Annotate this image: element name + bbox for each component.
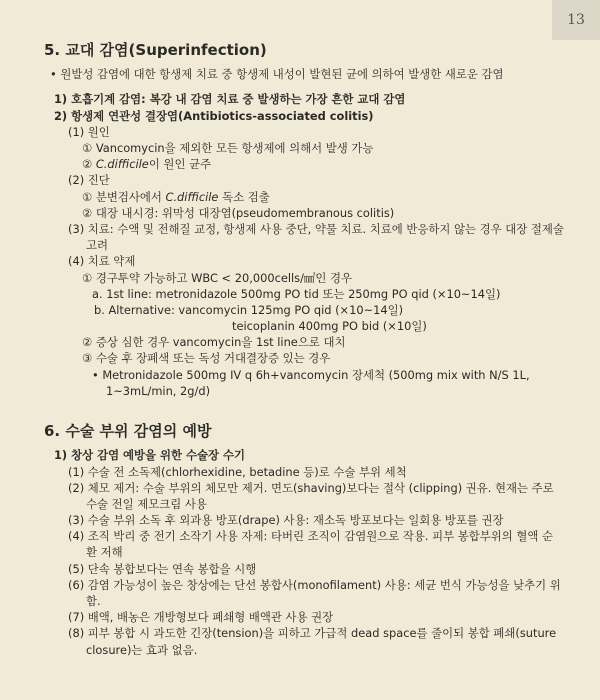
drug-3a: • Metronidazole 500mg IV q 6h+vancomycin 장세척 (500mg mix with N/S 1L, 1~3mL/min, 2g/d) xyxy=(92,367,530,398)
cause-1: ① Vancomycin을 제외한 모든 항생제에 의해서 발생 가능 xyxy=(82,141,374,156)
drug-1b: b. Alternative: vancomycin 125mg PO qid (×10~14일) xyxy=(94,302,404,317)
cause-2-prefix: ② xyxy=(82,157,96,172)
page-number: 13 xyxy=(552,0,600,40)
cause-2-suffix: 이 원인 균주 xyxy=(148,157,212,172)
prevention-p8: (8) 피부 봉합 시 과도한 긴장(tension)을 피하고 가급적 dead space를 줄이되 봉합 폐쇄(suture closure)는 효과 없음. xyxy=(68,626,557,657)
section-6-title: 6. 수술 부위 감염의 예방 xyxy=(44,422,212,441)
prevention-p2: (2) 체모 제거: 수술 부위의 체모만 제거. 면도(shaving)보다는 절삭 (clipping) 권유. 현재는 주로 수술 전일 제모크림 사용 xyxy=(68,480,554,511)
drug-heading: (4) 치료 약제 xyxy=(68,254,136,269)
diagnosis-1-organism: C.difficile xyxy=(165,189,219,204)
drug-3: ③ 수술 후 장폐색 또는 독성 거대결장증 있는 경우 xyxy=(82,351,331,366)
drug-1a: a. 1st line: metronidazole 500mg PO tid 또는 250mg PO qid (×10~14일) xyxy=(92,286,501,301)
superinfection-item-2: 2) 항생제 연관성 결장염(Antibiotics-associated colitis) xyxy=(54,108,374,123)
prevention-p6: (6) 감염 가능성이 높은 창상에는 단선 봉합사(monofilament) 사용: 세균 번식 가능성을 낮추기 위함. xyxy=(68,577,561,609)
cause-heading: (1) 원인 xyxy=(68,124,110,139)
prevention-p7: (7) 배액, 배농은 개방형보다 폐쇄형 배액관 사용 권장 xyxy=(68,610,334,625)
superinfection-item-1: 1) 호흡기계 감염: 복강 내 감염 치료 중 발생하는 가장 흔한 교대 감염 xyxy=(54,92,406,107)
drug-1b-alt: teicoplanin 400mg PO bid (×10일) xyxy=(232,319,427,334)
page-content xyxy=(44,40,564,658)
diagnosis-1 xyxy=(82,189,564,205)
treatment-line: (3) 치료: 수액 및 전해질 교정, 항생제 사용 중단, 약물 치료. 치료에 반응하지 않는 경우 대장 절제술 고려 xyxy=(68,221,564,253)
cause-2-organism: C.difficile xyxy=(95,157,149,172)
section-5-intro: • 원발성 감염에 대한 항생제 치료 중 항생제 내성이 발현된 균에 의하여 발생한 새로운 감염 xyxy=(50,67,504,82)
section-5-title: 5. 교대 감염(Superinfection) xyxy=(44,41,267,59)
diagnosis-2: ② 대장 내시경: 위막성 대장염(pseudomembranous colitis) xyxy=(82,205,395,220)
prevention-p5: (5) 단속 봉합보다는 연속 봉합을 시행 xyxy=(68,561,257,576)
diagnosis-heading: (2) 진단 xyxy=(68,173,110,188)
prevention-p3: (3) 수술 부위 소독 후 외과용 방포(drape) 사용: 재소독 방포보다는 일회용 방포를 권장 xyxy=(68,513,504,528)
drug-2: ② 증상 심한 경우 vancomycin을 1st line으로 대치 xyxy=(82,335,346,350)
drug-1: ① 경구투약 가능하고 WBC < 20,000cells/㎣인 경우 xyxy=(82,270,352,285)
diagnosis-1-suffix: 독소 검출 xyxy=(218,189,270,204)
diagnosis-1-prefix: ① 분변검사에서 xyxy=(82,189,166,204)
cause-2 xyxy=(82,156,564,172)
prevention-item-1: 1) 창상 감염 예방을 위한 수술장 수기 xyxy=(54,448,245,463)
prevention-p4: (4) 조직 박리 중 전기 소작기 사용 자제: 타버린 조직이 감염원으로 작용. 피부 봉합부위의 혈액 순환 저해 xyxy=(68,529,554,560)
prevention-p1: (1) 수술 전 소독제(chlorhexidine, betadine 등)로 수술 부위 세척 xyxy=(68,464,407,479)
